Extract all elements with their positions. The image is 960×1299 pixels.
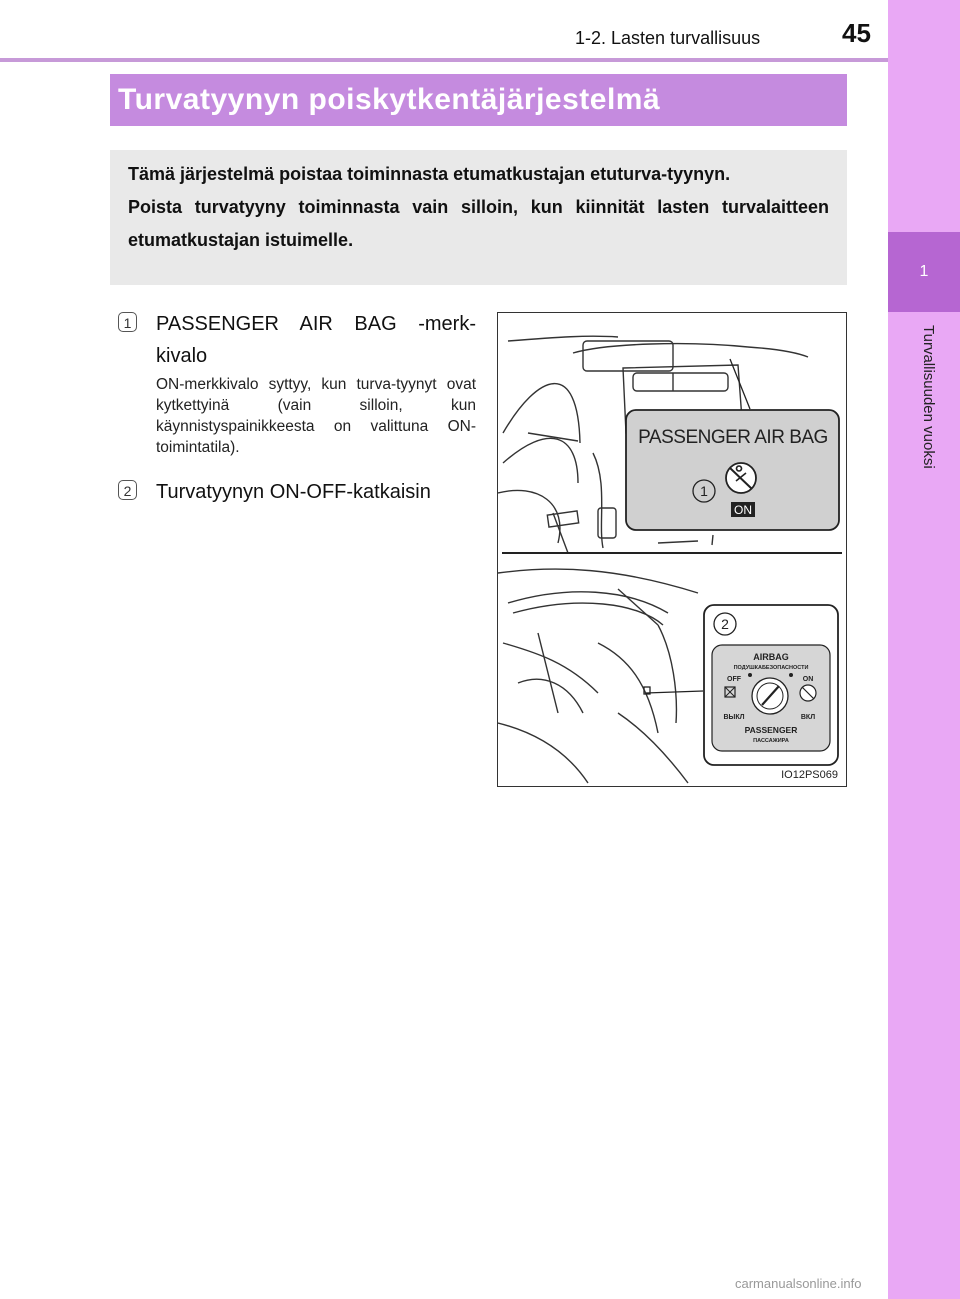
intro-paragraph-2: Poista turvatyyny toiminnasta vain silloin, kun kiinnität lasten turvalaitteen etumatkustajan istuimelle.: [128, 197, 829, 250]
item-title: Turvatyynyn ON-OFF-katkaisin: [156, 481, 431, 503]
header-rule: [0, 58, 888, 62]
svg-text:1: 1: [700, 483, 708, 499]
intro-paragraph-1: Tämä järjestelmä poistaa toiminnasta etumatkustajan etuturva-tyynyn.: [128, 164, 731, 184]
svg-text:ПОДУШКАБЕЗОПАСНОСТИ: ПОДУШКАБЕЗОПАСНОСТИ: [733, 665, 809, 671]
figure-id: IO12PS069: [781, 769, 838, 781]
item-number-badge: 2: [118, 480, 137, 500]
svg-text:ВЫКЛ: ВЫКЛ: [723, 714, 745, 721]
indicator-on-text: ON: [734, 503, 752, 517]
item-title: PASSENGER AIR BAG -merk-kivalo: [156, 313, 476, 367]
side-chapter-number[interactable]: 1: [888, 232, 960, 312]
dashboard-illustration: [498, 313, 846, 786]
intro-box: [110, 150, 847, 285]
svg-text:ON: ON: [802, 676, 814, 683]
indicator-inset: [626, 410, 839, 530]
item-description: ON-merkkivalo syttyy, kun turva-tyynyt ovat kytkettyinä (vain silloin, kun käynnistyspainikkeesta on valittuna ON-toimintatila).: [156, 376, 476, 456]
side-chapter-title: Turvallisuuden vuoksi: [920, 325, 937, 469]
side-tab: [888, 0, 960, 1299]
indicator-label: PASSENGER AIR BAG: [638, 427, 828, 448]
footer-watermark[interactable]: carmanualsonline.info: [735, 1276, 862, 1291]
item-number-badge: 1: [118, 312, 137, 332]
header-section-title: 1-2. Lasten turvallisuus: [575, 28, 761, 48]
svg-text:OFF: OFF: [727, 676, 741, 683]
svg-text:PASSENGER: PASSENGER: [744, 725, 798, 735]
page-number: 45: [842, 18, 871, 48]
svg-text:ПАССАЖИРА: ПАССАЖИРА: [753, 738, 789, 744]
svg-text:2: 2: [721, 616, 729, 632]
page-title: Turvatyynyn poiskytkentäjärjestelmä: [110, 74, 847, 126]
illustration-figure: [497, 312, 847, 787]
svg-text:ВКЛ: ВКЛ: [800, 714, 816, 721]
svg-text:AIRBAG: AIRBAG: [753, 652, 789, 662]
leader-line-2: [646, 691, 703, 693]
switch-inset: [704, 605, 838, 765]
